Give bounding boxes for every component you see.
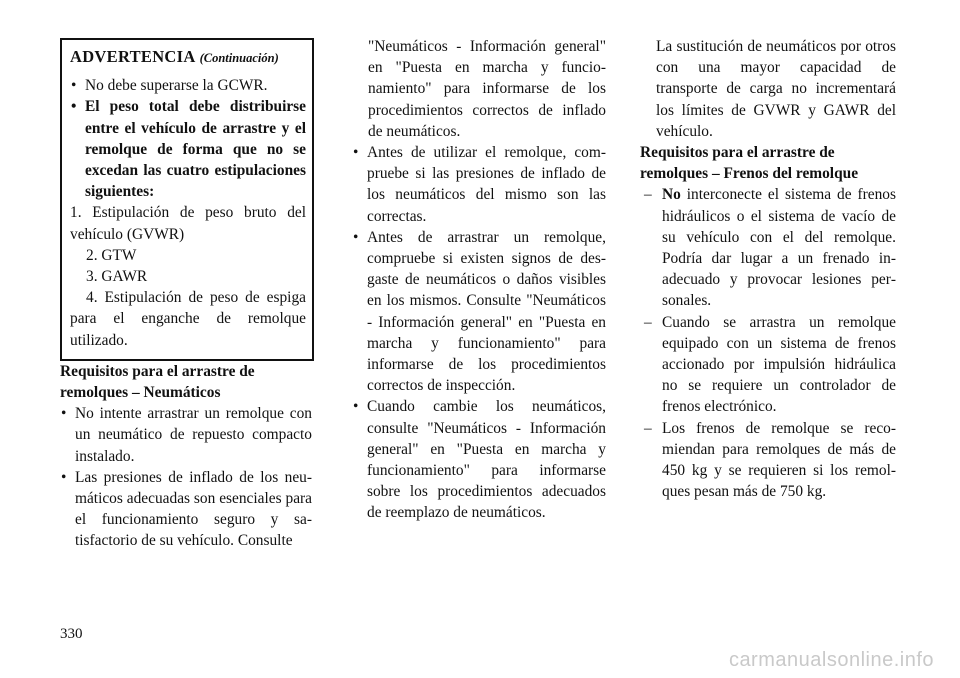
page-number: 330 — [60, 626, 83, 642]
bullet-replace-tires: • Cuando cambie los neumáticos, consulte "Neumáticos - Información general" en "Puesta en marcha y funcionamiento" para informarse sobre los procedimientos adecuados de reemplazo de neumáticos. — [352, 396, 606, 523]
warning-item-gcwr: • No debe superarse la GCWR. — [70, 75, 306, 96]
dash-no-interconnect — [640, 184, 896, 311]
section-heading-tires: Requisitos para el arrastre de remolques – Neumáticos — [60, 362, 255, 402]
warning-list-item-4: 4. Estipulación de peso de espiga para el enganche de remolque utilizado. — [70, 289, 306, 349]
watermark: carmanualsonline.info — [728, 649, 934, 671]
dash-no-rest: interconecte el sistema de frenos hidráulicos o el sistema de vacío de su vehículo con el del remolque. Podría dar lugar a un frenado inadecuado y provocar lesiones personales. — [662, 186, 896, 310]
column-1 — [60, 36, 312, 552]
bullet-replace-tires-continued: La sustitución de neumáticos por otros con una mayor capacidad de transporte de carga no incrementará los límites de GVWR y GAWR del vehículo. — [656, 38, 896, 140]
bullet-check-wear: • Antes de arrastrar un remolque, compruebe si existen signos de desgaste de neumáticos o daños visibles en los mismos. Consulte "Neumáticos - Información general" en "Puesta en marcha y funcionamiento" para informarse de los procedimientos correctos de inspección. — [352, 227, 606, 397]
dash-trailer-brakes: – Los frenos de remolque se recomiendan para remolques de más de 450 kg y se requieren si los remolques pesan más de 750 kg. — [640, 418, 896, 503]
warning-list-item-3: 3. GAWR — [86, 268, 148, 286]
bullet-check-pressures: • Antes de utilizar el remolque, compruebe si las presiones de inflado de los neumáticos del mismo son las correctas. — [352, 142, 606, 227]
dash-electronic-controller: – Cuando se arrastra un remolque equipado con un sistema de frenos accionado por impulsión hidráulica no se requiere un controlador de frenos electrónico. — [640, 312, 896, 418]
warning-heading: ADVERTENCIA — [70, 47, 196, 66]
section-heading-brakes: Requisitos para el arrastre de remolques – Frenos del remolque — [640, 144, 859, 183]
bullet-inflation-continued: "Neumáticos - Información general" en "Puesta en marcha y funcionamiento" para informarse de los procedimientos correctos de inflado de neumáticos. — [368, 38, 606, 140]
warning-list-item-1: 1. Estipulación de peso bruto del vehículo (GVWR) — [70, 204, 306, 243]
warning-box — [60, 38, 314, 361]
column-2 — [352, 36, 606, 524]
bullet-inflation-part1: • Las presiones de inflado de los neumáticos adecuadas son esenciales para el funcionamiento seguro y satisfactorio de su vehículo. Consulte — [60, 467, 312, 552]
warning-list-item-2: 2. GTW — [86, 246, 137, 264]
warning-continued: (Continuación) — [199, 51, 279, 65]
bullet-spare-tire: • No intente arrastrar un remolque con un neumático de repuesto compacto instalado. — [60, 403, 312, 467]
column-3 — [640, 36, 896, 502]
dash-no-bold: No — [662, 186, 681, 204]
warning-title — [70, 46, 306, 69]
warning-item-weight: • El peso total debe distribuirse entre el vehículo de arrastre y el remolque de forma que no se excedan las cuatro estipulaciones siguientes: — [70, 96, 306, 202]
